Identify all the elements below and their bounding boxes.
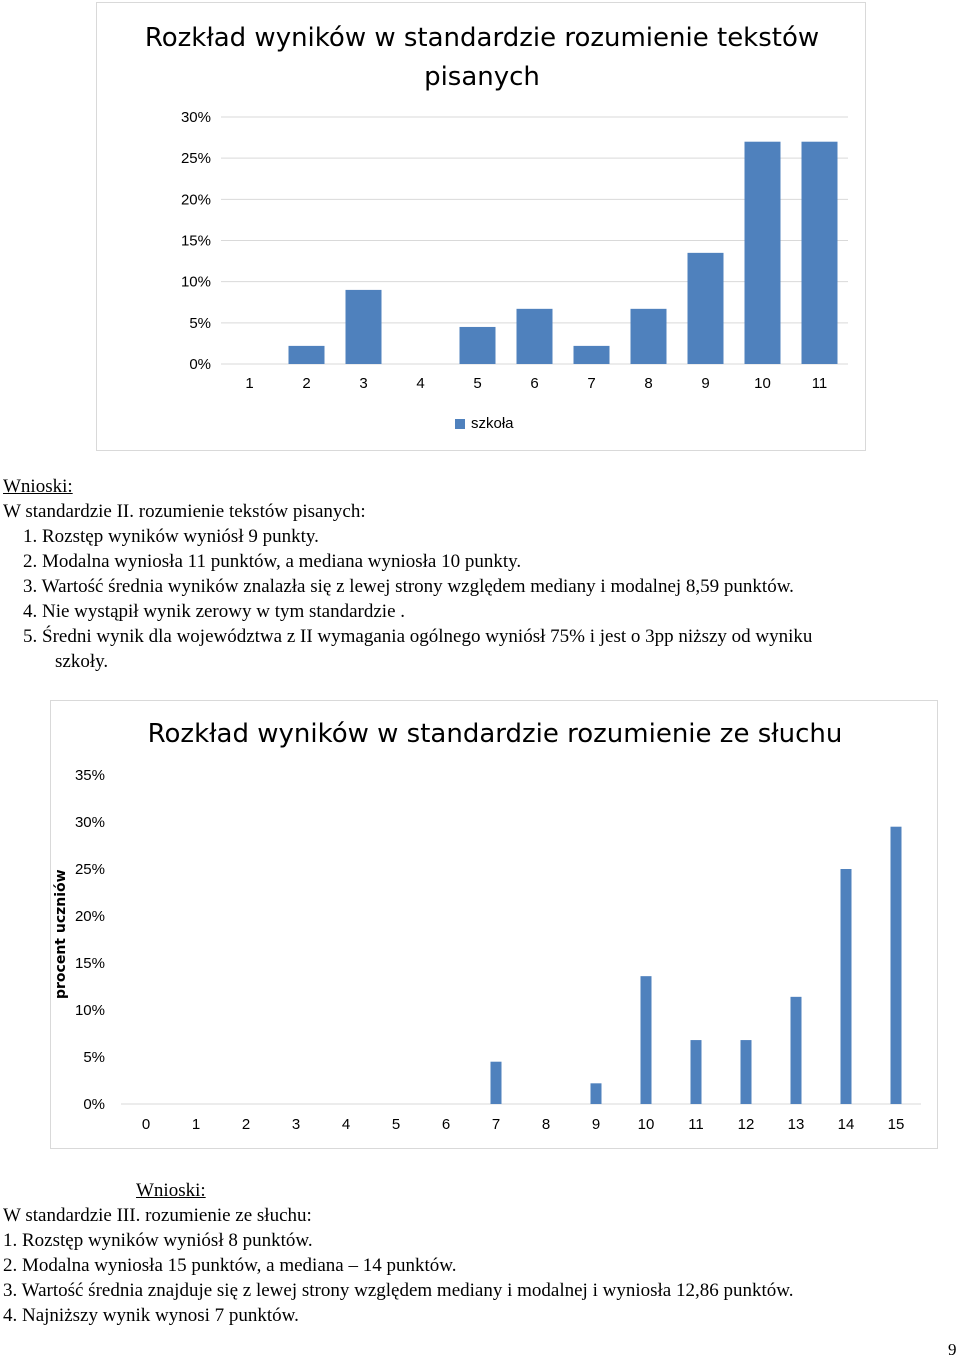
y-tick-label: 5% [83, 1049, 105, 1066]
conclusions-subheading: W standardzie III. rozumienie ze słuchu: [3, 1205, 312, 1226]
x-tick-label: 9 [591, 1116, 601, 1133]
x-tick-label: 1 [191, 1116, 201, 1133]
conclusions-heading: Wnioski: [3, 476, 73, 497]
page-number: 9 [948, 1340, 957, 1359]
x-tick-label: 6 [530, 375, 539, 392]
x-tick-label: 13 [787, 1116, 805, 1133]
x-tick-label: 0 [141, 1116, 151, 1133]
bar [460, 327, 496, 364]
bar [745, 142, 781, 364]
conclusion-item: 3. Wartość średnia znajduje się z lewej strony względem mediany i modalnej i wyniosła 12,86 punktów. [3, 1280, 794, 1301]
x-tick-label: 2 [302, 375, 311, 392]
bar [574, 346, 610, 364]
bar [289, 346, 325, 364]
x-tick-label: 15 [887, 1116, 905, 1133]
y-tick-label: 25% [74, 861, 105, 878]
y-tick-label: 25% [180, 150, 211, 168]
x-tick-label: 3 [359, 375, 368, 392]
chart-listening-plot [51, 701, 939, 1150]
conclusions-listening [3, 1178, 953, 1328]
conclusion-item: 4. Nie wystąpił wynik zerowy w tym standardzie . [23, 601, 406, 622]
x-tick-label: 4 [341, 1116, 351, 1133]
x-tick-label: 9 [701, 375, 710, 392]
y-tick-label: 10% [180, 273, 211, 291]
x-tick-label: 8 [644, 375, 653, 392]
bar [802, 142, 838, 364]
bar [841, 869, 852, 1104]
y-tick-label: 15% [74, 955, 105, 972]
bar [631, 309, 667, 364]
conclusion-item: 2. Modalna wyniosła 15 punktów, a mediana – 14 punktów. [3, 1255, 457, 1276]
y-tick-label: 0% [189, 356, 211, 373]
chart-reading-legend [455, 415, 514, 432]
y-tick-label: 30% [74, 814, 105, 831]
bar [741, 1040, 752, 1104]
bar [688, 253, 724, 364]
legend-label: szkoła [471, 415, 514, 432]
chart-reading [96, 2, 866, 451]
conclusion-item: 3. Wartość średnia wyników znalazła się z lewej strony względem mediany i modalnej 8,59 punktów. [23, 576, 794, 597]
x-tick-label: 10 [754, 375, 771, 392]
conclusion-item: 1. Rozstęp wyników wyniósł 9 punkty. [23, 526, 319, 547]
x-tick-label: 4 [416, 375, 425, 392]
y-tick-label: 20% [74, 908, 105, 925]
chart-listening [50, 700, 938, 1149]
bar [591, 1083, 602, 1104]
y-tick-label: 0% [83, 1096, 105, 1113]
x-tick-label: 2 [241, 1116, 251, 1133]
conclusion-item: 2. Modalna wyniosła 11 punktów, a mediana wyniosła 10 punkty. [23, 551, 522, 572]
x-tick-label: 10 [637, 1116, 655, 1133]
x-tick-label: 12 [737, 1116, 755, 1133]
x-tick-label: 11 [688, 1116, 704, 1133]
conclusion-item: 5. Średni wynik dla województwa z II wymagania ogólnego wyniósł 75% i jest o 3pp niższy od wyniku [23, 626, 813, 647]
bar [791, 997, 802, 1104]
y-tick-label: 20% [180, 191, 211, 209]
conclusion-item: 1. Rozstęp wyników wyniósł 8 punktów. [3, 1230, 313, 1251]
bar [346, 290, 382, 364]
x-tick-label: 7 [491, 1116, 501, 1133]
y-tick-label: 10% [74, 1002, 105, 1019]
x-tick-label: 11 [811, 375, 828, 392]
x-tick-label: 5 [391, 1116, 401, 1133]
bar [891, 827, 902, 1104]
x-tick-label: 1 [245, 375, 254, 392]
x-tick-label: 6 [441, 1116, 451, 1133]
y-tick-label: 15% [180, 232, 211, 250]
conclusion-item: 4. Najniższy wynik wynosi 7 punktów. [3, 1305, 299, 1326]
chart-reading-title: Rozkład wyników w standardzie rozumienie tekstów pisanych [144, 23, 820, 92]
x-tick-label: 5 [473, 375, 482, 392]
conclusion-item-continuation: szkoły. [55, 651, 109, 672]
conclusions-subheading: W standardzie II. rozumienie tekstów pisanych: [3, 501, 366, 522]
chart-listening-ylabel: procent uczniów [53, 869, 69, 999]
bar [517, 309, 553, 364]
y-tick-label: 35% [74, 767, 105, 784]
x-tick-label: 3 [291, 1116, 301, 1133]
legend-swatch [455, 419, 465, 429]
bar [691, 1040, 702, 1104]
conclusions-heading: Wnioski: [136, 1180, 206, 1201]
chart-listening-title: Rozkład wyników w standardzie rozumienie ze słuchu [147, 719, 843, 749]
x-tick-label: 8 [541, 1116, 551, 1133]
x-tick-label: 7 [587, 375, 596, 392]
bar [491, 1062, 502, 1104]
y-tick-label: 30% [180, 109, 211, 126]
y-tick-label: 5% [189, 314, 211, 332]
bar [641, 976, 652, 1104]
conclusions-reading [3, 474, 953, 674]
x-tick-label: 14 [837, 1116, 855, 1133]
